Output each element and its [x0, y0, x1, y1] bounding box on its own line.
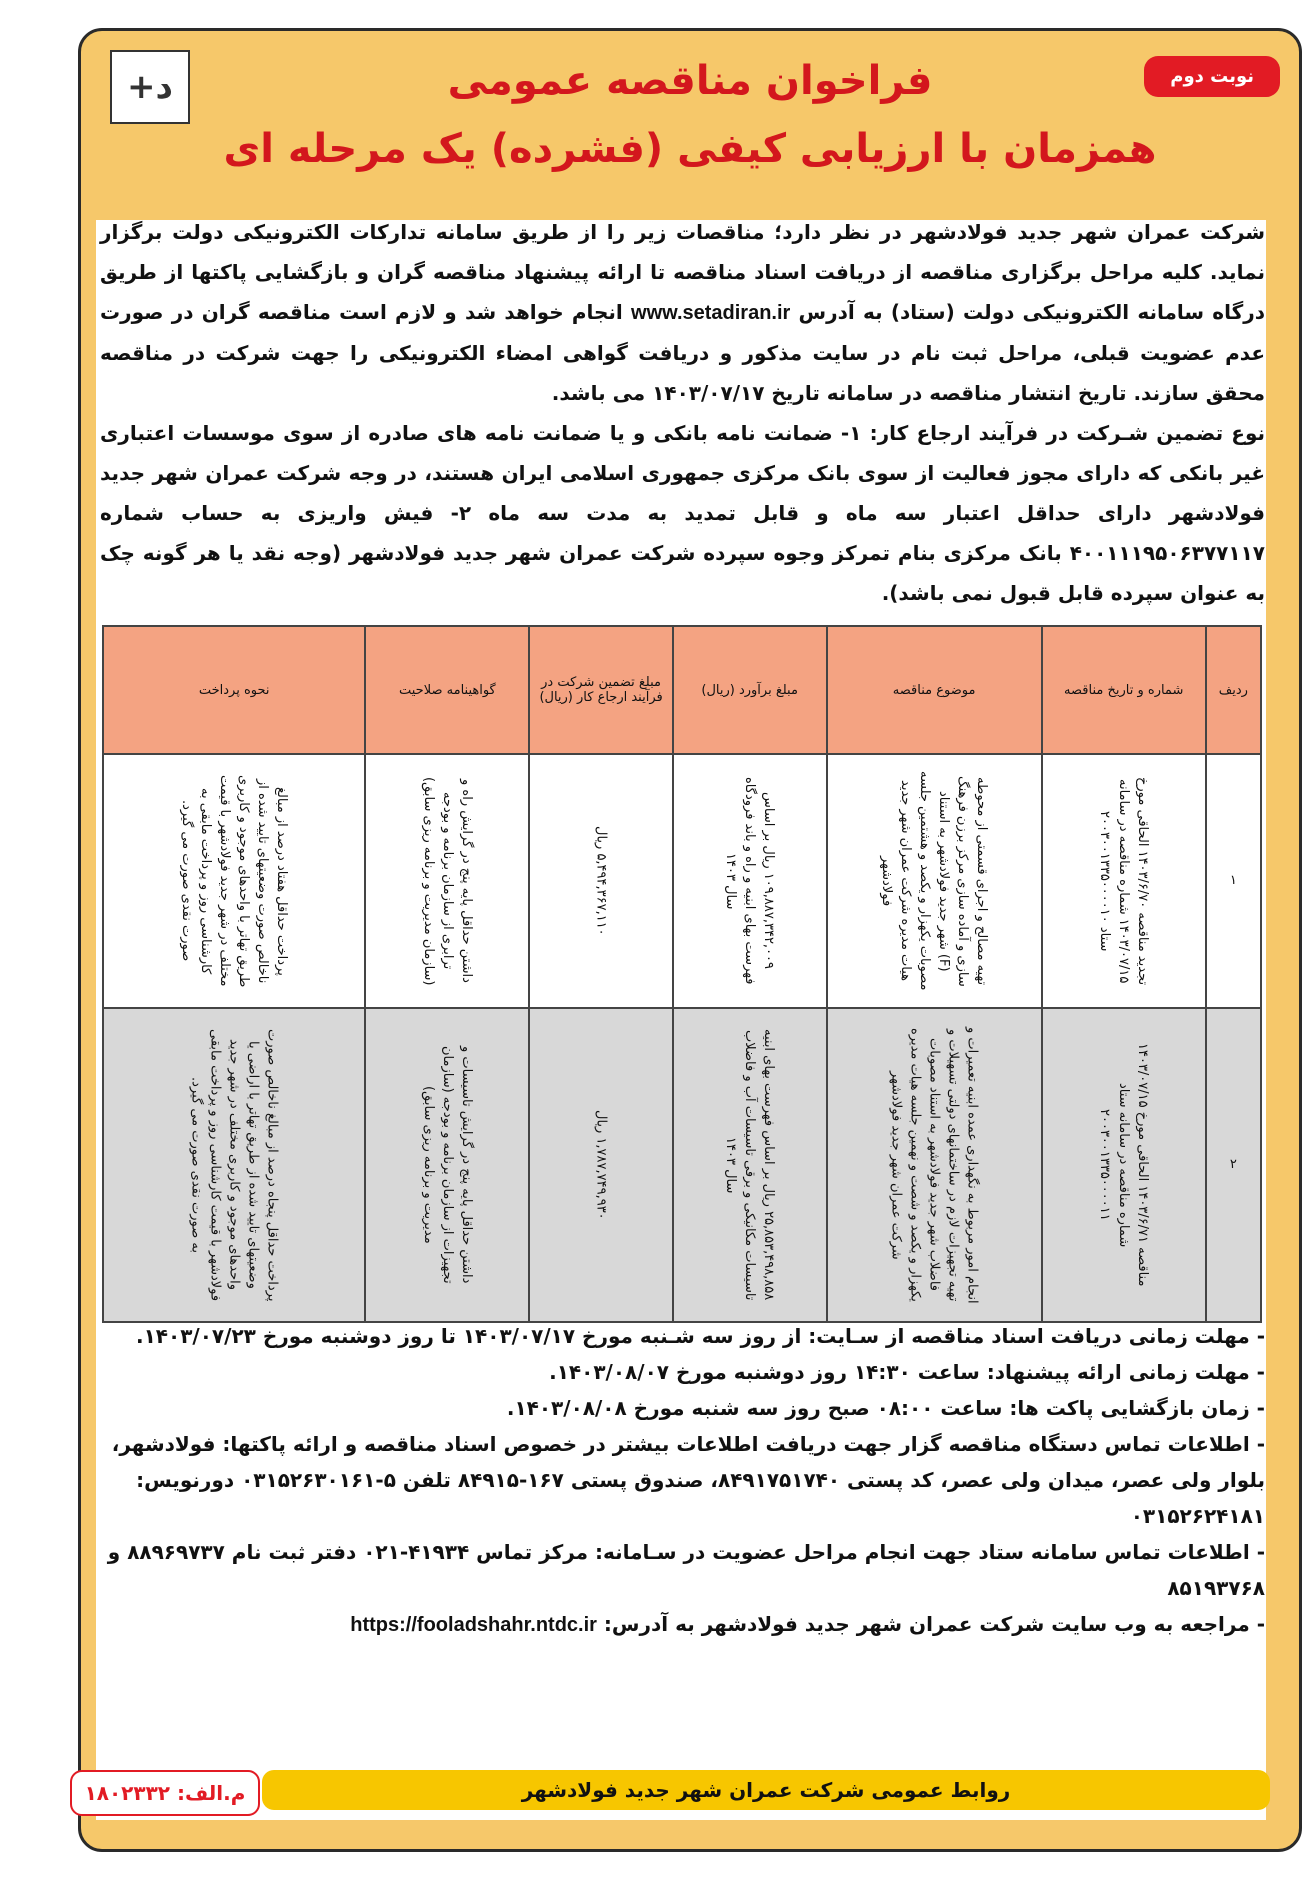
website-link[interactable]: https://fooladshahr.ntdc.ir: [350, 1614, 597, 1636]
cell-payment: پرداخت حداقل پنجاه درصد از مبالغ ناخالص صورت وضعیتهای تایید شده از طریق تهاتر با اراضی یا واحدهای موجود و کاربری مختلف در شهر جدید فولادشهر با قیمت کارشناسی روز و پرداخت مابقی به صورت نقدی صورت می گیرد.: [103, 1008, 365, 1322]
header-estimate: مبلغ برآورد (ریال): [673, 626, 827, 754]
cell-guarantee: ۱,۷۸۷,۷۴۹,۹۳۰ ریال: [529, 1008, 672, 1322]
reference-code: م.الف: ۱۸۰۲۳۳۲: [70, 1770, 260, 1816]
cell-guarantee: ۵,۴۹۴,۳۶۷,۱۱۰ ریال: [529, 754, 672, 1008]
list-item: - مراجعه به وب سایت شرکت عمران شهر جدید فولادشهر به آدرس: https://fooladshahr.ntdc.ir: [350, 1612, 1265, 1636]
header-subject: موضوع مناقصه: [827, 626, 1042, 754]
table-row: [103, 1008, 1261, 1322]
page-subtitle: همزمان با ارزیابی کیفی (فشرده) یک مرحله ای: [223, 126, 1157, 172]
header-guarantee: مبلغ تضمین شرکت در فرآیند ارجاع کار (ریال): [529, 626, 672, 754]
intro-paragraph-1: شرکت عمران شهر جدید فولادشهر در نظر دارد؛ مناقصات زیر را از طریق سامانه تدارکات الکترونیکی دولت برگزار نماید. کلیه مراحل برگزاری مناقصه از دریافت اسناد مناقصه تا ارائه پیشنهاد مناقصه گران و بازگشایی پاکتها از طریق درگاه سامانه الکترونیکی دولت (ستاد) به آدرس www.setadiran.ir انجام خواهد شد و لازم است مناقصه گران در صورت عدم عضویت قبلی، مراحل ثبت نام در سایت مذکور و دریافت گواهی امضاء الکترونیکی را جهت شرکت در مناقصه محقق سازند. تاریخ انتشار مناقصه در سامانه تاریخ ۱۴۰۳/۰۷/۱۷ می باشد.: [100, 220, 1265, 405]
list-item: - مهلت زمانی دریافت اسناد مناقصه از سـایت: از روز سه شـنبه مورخ ۱۴۰۳/۰۷/۱۷ تا روز دوشنبه مورخ ۱۴۰۳/۰۷/۲۳.: [135, 1324, 1265, 1348]
tender-table: [102, 625, 1262, 1323]
cell-subject: تهیه مصالح و اجرای قسمتی از محوطه سازی و آماده سازی مرکز برزن فرهنگ (F) شهر جدید فولادشهر به استناد مصوبات یکهزار و یکصد و هشتمین جلسه هیات مدیره شرکت عمران شهر جدید فولادشهر: [827, 754, 1042, 1008]
cell-row-number: ۲: [1206, 1008, 1261, 1322]
cell-estimate: ۱۰۹,۸۸۷,۳۴۲,۰۰۹ ریال بر اساس فهرست بهای ابنیه و راه و باند فرودگاه سال ۱۴۰۳: [673, 754, 827, 1008]
footer-public-relations: روابط عمومی شرکت عمران شهر جدید فولادشهر: [262, 1770, 1270, 1810]
cell-certificate: داشتن حداقل پایه پنج در گرایش راه و ترابری از سازمان برنامه و بودجه (سازمان مدیریت و برنامه ریزی سابق): [365, 754, 529, 1008]
company-logo: د+: [110, 50, 190, 124]
cell-estimate: ۲۵,۸۵۳,۴۹۸,۸۵۸ ریال بر اساس فهرست بهای ابنیه تاسیسات مکانیکی و برقی تاسیسات آب و فاضلاب سال ۱۴۰۳: [673, 1008, 827, 1322]
cell-payment: پرداخت حداقل هفتاد درصد از مبالغ ناخالص صورت وضعیتهای تایید شده از طریق تهاتر با واحدهای موجود و کاربری مختلف در شهر جدید فولادشهر با قیمت کارشناسی روز و پرداخت مابقی به صورت نقدی صورت می گیرد.: [103, 754, 365, 1008]
notice-round-badge: نوبت دوم: [1144, 56, 1280, 97]
details-list: [100, 1318, 1265, 1643]
intro-paragraph-2: نوع تضمین شـرکت در فرآیند ارجاع کار: ۱- ضمانت نامه بانکی و یا ضمانت نامه های صادره از سوی موسسات اعتباری غیر بانکی که دارای مجوز فعالیت از سوی بانک مرکزی جمهوری اسلامی ایران هستند، در وجه شرکت عمران شهر جدید فولادشهر دارای حداقل اعتبار سه ماه و قابل تمدید به مدت سه ماه ۲- فیش واریزی به حساب شماره ۴۰۰۱۱۱۹۵۰۶۳۷۷۱۱۷ بانک مرکزی بنام تمرکز وجوه سپرده شرکت عمران شهر جدید فولادشهر (وجه نقد یا هر گونه چک به عنوان سپرده قابل قبول نمی باشد).: [100, 421, 1265, 605]
intro-text: [100, 212, 1265, 613]
list-item: - اطلاعات تماس سامانه ستاد جهت انجام مراحل عضویت در سـامانه: مرکز تماس ۴۱۹۳۴-۰۲۱ دفتر ثبت نام ۸۸۹۶۹۷۳۷ و ۸۵۱۹۳۷۶۸: [107, 1540, 1265, 1600]
page-title: فراخوان مناقصه عمومی: [447, 58, 933, 104]
header-tender-number: شماره و تاریخ مناقصه: [1042, 626, 1206, 754]
cell-tender-number: تجدید مناقصه ۱۴۰۳/۶/۷۰ الحاقی مورخ ۱۴۰۳/۰۷/۱۵ شماره مناقصه در سامانه ستاد ۲۰۰۳۰۰۱۳۳۵۰۰۰۰۱۰: [1042, 754, 1206, 1008]
list-item: - مهلت زمانی ارائه پیشنهاد: ساعت ۱۴:۳۰ روز دوشنبه مورخ ۱۴۰۳/۰۸/۰۷.: [549, 1360, 1265, 1384]
header-row-number: ردیف: [1206, 626, 1261, 754]
list-item: - زمان بازگشایی پاکت ها: ساعت ۰۸:۰۰ صبح روز سه شنبه مورخ ۱۴۰۳/۰۸/۰۸.: [506, 1396, 1265, 1420]
header-certificate: گواهینامه صلاحیت: [365, 626, 529, 754]
list-item: - اطلاعات تماس دستگاه مناقصه گزار جهت دریافت اطلاعات بیشتر در خصوص اسناد مناقصه و ارائه پاکتها: فولادشهر، بلوار ولی عصر، میدان ولی عصر، کد پستی ۸۴۹۱۷۵۱۷۴۰، صندوق پستی ۱۶۷-۸۴۹۱۵ تلفن ۵-۰۳۱۵۲۶۳۰۱۶۱ دورنویس: ۰۳۱۵۲۶۲۴۱۸۱: [111, 1432, 1265, 1528]
setad-link[interactable]: www.setadiran.ir: [631, 302, 791, 324]
cell-subject: انجام امور مربوط به نگهداری عمده ابنیه تعمیرات و تهیه تجهیزات لازم در ساختمانهای دولتی تسهیلات و فاضلاب شهر جدید فولادشهر به استناد مصوبات یکهزار و یکصد و شصت و نهمین جلسه هیات مدیره شرکت عمران شهر جدید فولادشهر: [827, 1008, 1042, 1322]
cell-tender-number: مناقصه ۱۴۰۳/۶/۷۱ الحاقی مورخ ۱۴۰۳/۰۷/۱۵ شماره مناقصه در سامانه ستاد ۲۰۰۳۰۰۱۳۳۵۰۰۰۰۱۱: [1042, 1008, 1206, 1322]
header-payment: نحوه پرداخت: [103, 626, 365, 754]
table-row: [103, 754, 1261, 1008]
cell-certificate: داشتن حداقل پایه پنج در گرایش تاسیسات و تجهیزات از سازمان برنامه و بودجه (سازمان مدیریت و برنامه ریزی سابق): [365, 1008, 529, 1322]
cell-row-number: ۱: [1206, 754, 1261, 1008]
